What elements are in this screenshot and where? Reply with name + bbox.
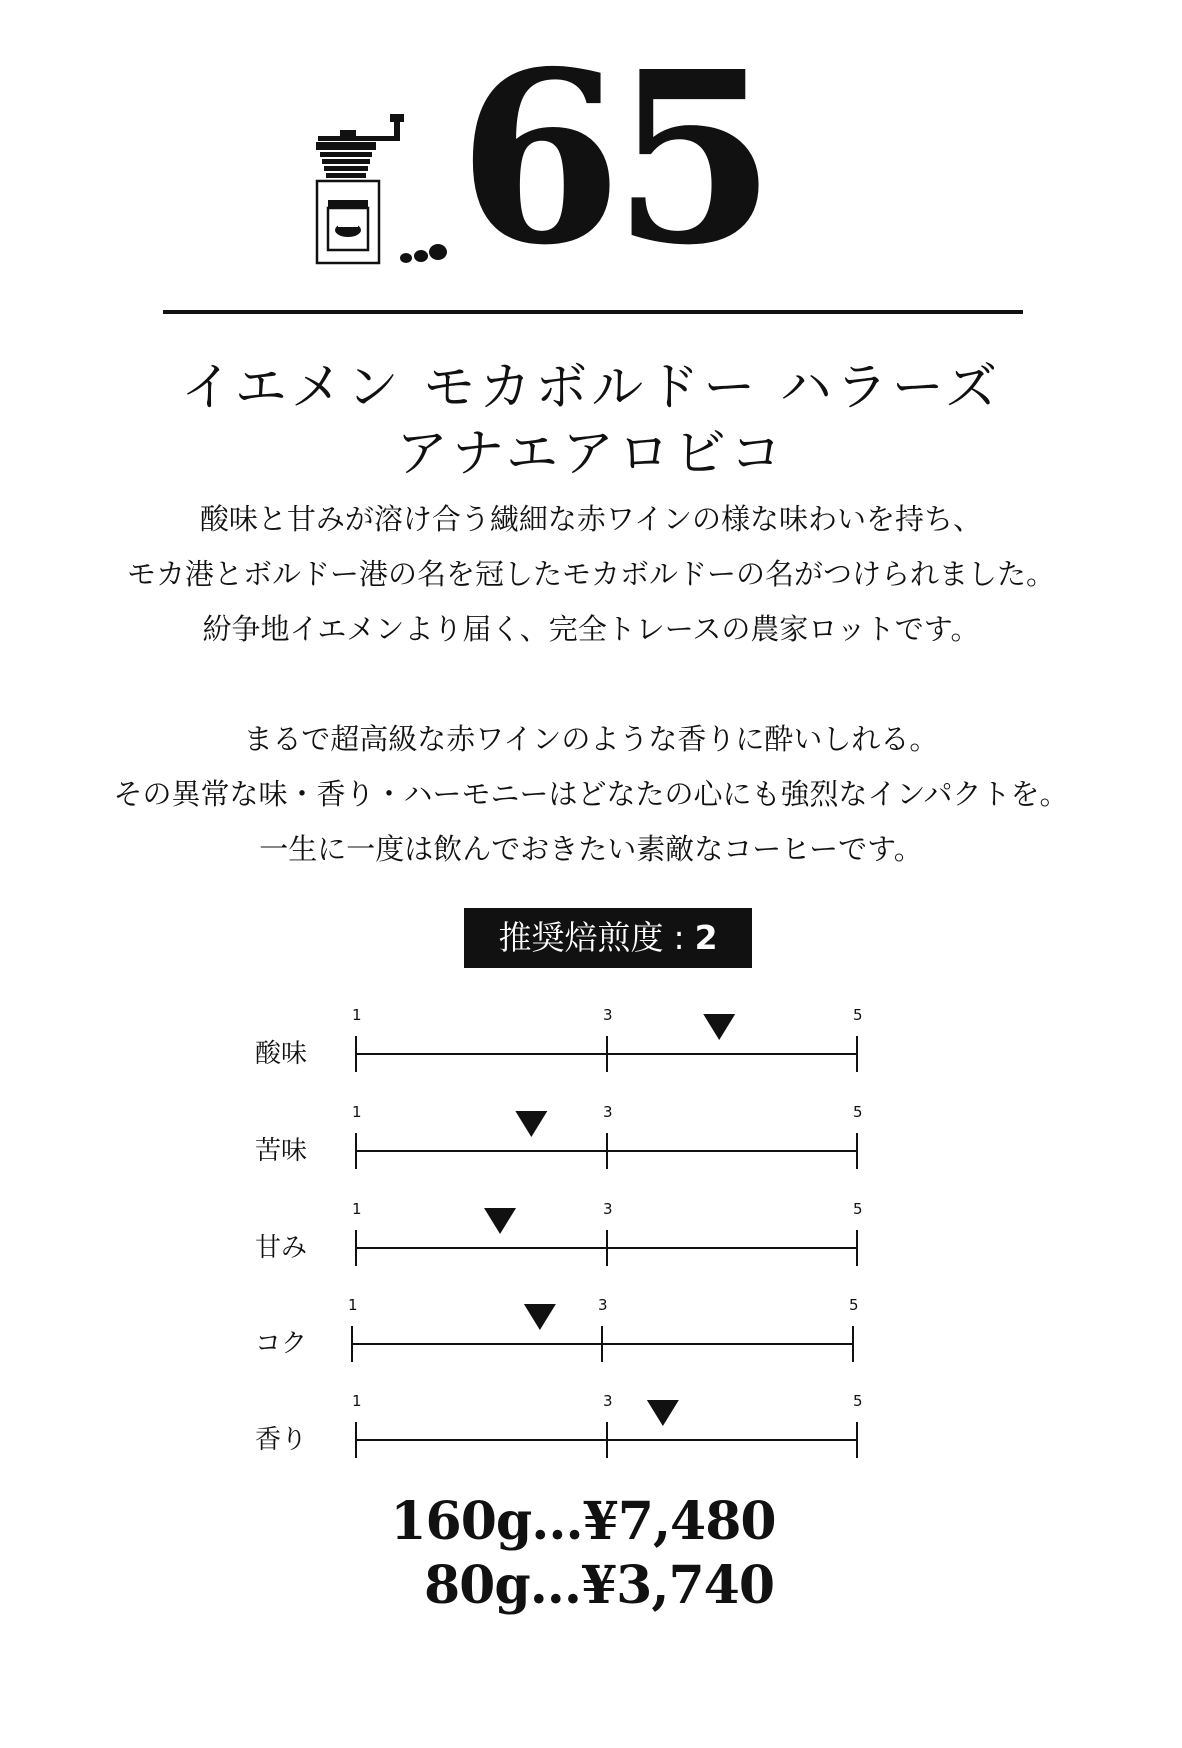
scale-marker (647, 1400, 679, 1426)
scale-tick-label: 1 (352, 1200, 362, 1218)
scale-label-3: 甘み (255, 1233, 308, 1263)
scale-marker (484, 1208, 516, 1234)
description-line: 一生に一度は飲んでおきたい素敵なコーヒーです。 (259, 832, 923, 866)
scale-tick-label: 1 (348, 1296, 358, 1314)
scale-tick-label: 1 (352, 1103, 362, 1121)
price-80g: 80g...¥3,740 (423, 1555, 775, 1616)
scale-tick-label: 5 (853, 1200, 863, 1218)
scale-tick-label: 3 (603, 1103, 613, 1121)
description-line: 酸味と甘みが溶け合う繊細な赤ワインの様な味わいを持ち、 (199, 502, 983, 536)
scale-tick-label: 3 (603, 1392, 613, 1410)
scale-tick-label: 3 (598, 1296, 608, 1314)
scale-marker (524, 1304, 556, 1330)
scale-label-1: 酸味 (255, 1039, 308, 1069)
description-line: その異常な味・香り・ハーモニーはどなたの心にも強烈なインパクトを。 (113, 777, 1069, 811)
product-number: 65 (458, 19, 767, 297)
scale-tick-label: 5 (853, 1103, 863, 1121)
scale-label-5: 香り (255, 1425, 308, 1455)
scale-marker (515, 1111, 547, 1137)
scale-tick-label: 3 (603, 1006, 613, 1024)
scale-tick-label: 1 (352, 1006, 362, 1024)
description-line: まるで超高級な赤ワインのような香りに酔いしれる。 (243, 722, 939, 756)
description-line: 紛争地イエメンより届く、完全トレースの農家ロットです。 (202, 612, 980, 646)
scale-marker (703, 1014, 735, 1040)
scale-label-2: 苦味 (255, 1136, 308, 1166)
scale-tick-label: 5 (853, 1006, 863, 1024)
scale-tick-label: 5 (853, 1392, 863, 1410)
description-line: モカ港とボルドー港の名を冠したモカボルドーの名がつけられました。 (126, 557, 1055, 591)
product-title-line-1: イエメン モカボルドー ハラーズ (180, 358, 1002, 418)
scale-label-4: コク (255, 1329, 308, 1359)
scale-tick-label: 3 (603, 1200, 613, 1218)
roast-separator: : (673, 918, 685, 957)
roast-value: 2 (694, 918, 718, 957)
price-160g: 160g...¥7,480 (390, 1491, 776, 1552)
roast-label: 推奨焙煎度 (498, 918, 664, 957)
product-title-line-2: アナエアロビコ (396, 424, 786, 484)
scale-tick-label: 5 (849, 1296, 859, 1314)
scale-tick-label: 1 (352, 1392, 362, 1410)
